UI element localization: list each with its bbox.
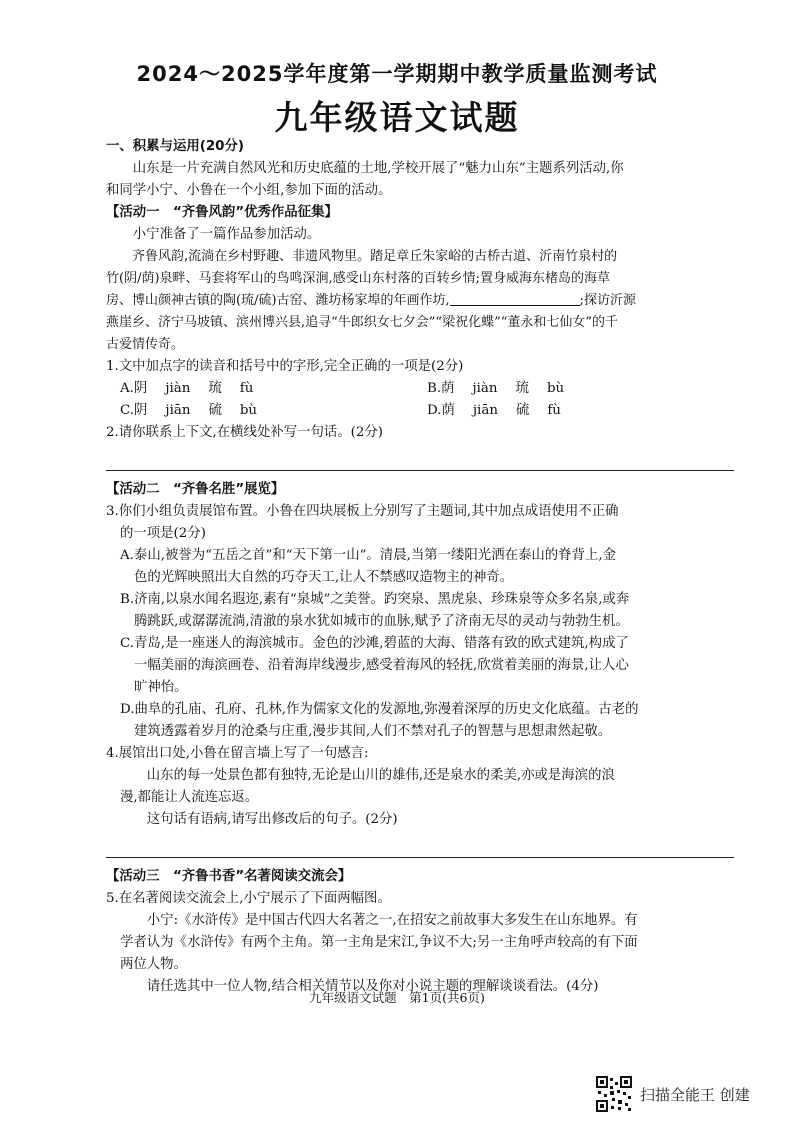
exam-title: 2024～2025学年度第一学期期中教学质量监测考试	[136, 62, 658, 86]
q3-option-c-line3: 旷神怡。	[134, 680, 188, 695]
q5-paragraph-line3: 两位人物。	[120, 957, 187, 972]
exam-content	[106, 136, 734, 998]
subject-title: 九年级语文试题	[274, 98, 520, 137]
q1-option-a[interactable]	[120, 378, 427, 400]
q4-quote-line1: 山东的每一处景色都有独特,无论是山川的雄伟,还是泉水的柔美,亦或是海滨的浪	[146, 768, 615, 783]
activity1-essay-line4: 燕崖乡、济宁马坡镇、滨州博兴县,追寻“牛郎织女七夕会”“梁祝化蝶”“董永和七仙女”的千	[106, 315, 619, 330]
q3-option-c-line2: 一幅美丽的海滨画卷、沿着海岸线漫步,感受着海风的轻抚,欣赏着美丽的海景,让人心	[134, 658, 629, 673]
activity3-title: 【活动三 “齐鲁书香”名著阅读交流会】	[106, 869, 352, 884]
q5-paragraph-line2: 学者认为《水浒传》有两个主角。第一主角是宋江,争议不大;另一主角呼声较高的有下面	[120, 935, 638, 950]
q3-option-c-line1: C.青岛,是一座迷人的海滨城市。金色的沙滩,碧蓝的大海、错落有致的欧式建筑,构成了	[120, 636, 629, 651]
activity1-title: 【活动一 “齐鲁风韵”优秀作品征集】	[106, 205, 338, 220]
scanner-watermark	[596, 1076, 750, 1112]
q1-option-c[interactable]	[120, 400, 427, 422]
activity1-essay-line3b: ;探访沂源	[579, 293, 637, 308]
activity1-lead: 小宁准备了一篇作品参加活动。	[132, 227, 321, 242]
q4-instruction: 这句话有语病,请写出修改后的句子。(2分)	[146, 812, 398, 827]
option-letter: A.阴	[120, 381, 148, 396]
option-letter: D.荫	[427, 403, 455, 418]
option-pinyin2: fù	[547, 403, 561, 418]
option-char: 硫	[208, 403, 222, 418]
q3-option-d-line2: 建筑透露着岁月的沧桑与庄重,漫步其间,人们不禁对孔子的智慧与思想肃然起敬。	[134, 724, 612, 739]
q3-option-b-line2: 腾跳跃,或潺潺流淌,清澈的泉水犹如城市的血脉,赋予了济南无尽的灵动与勃勃生机。	[134, 614, 629, 629]
option-pinyin: jiān	[472, 403, 498, 418]
option-char: 琉	[515, 381, 529, 396]
q4-quote-line2: 漫,都能让人流连忘返。	[120, 790, 259, 805]
question-3-line1: 3.你们小组负责展馆布置。小鲁在四块展板上分别写了主题词,其中加点成语使用不正确	[106, 504, 619, 519]
q4-answer-line[interactable]	[106, 839, 734, 858]
option-letter: B.荫	[427, 381, 455, 396]
option-char: 琉	[208, 381, 222, 396]
option-pinyin2: bù	[546, 381, 565, 396]
part1-intro-line2: 和同学小宁、小鲁在一个小组,参加下面的活动。	[106, 183, 392, 198]
q5-paragraph-line1: 小宁:《水浒传》是中国古代四大名著之一,在招安之前故事大多发生在山东地界。有	[146, 913, 638, 928]
activity1-essay-line1: 齐鲁风韵,流淌在乡村野趣、非遗风物里。踏足章丘朱家峪的古桥古道、沂南竹泉村的	[132, 249, 618, 264]
question-4: 4.展馆出口处,小鲁在留言墙上写了一句感言:	[106, 746, 369, 761]
option-letter: C.阴	[120, 403, 148, 418]
activity1-essay-line5: 古爱情传奇。	[106, 337, 185, 352]
fill-in-blank[interactable]	[450, 291, 580, 306]
q3-option-a-line1: A.泰山,被誉为“五岳之首”和“天下第一山”。清晨,当第一缕阳光洒在泰山的脊背上,金	[120, 548, 616, 563]
part1-intro-line1: 山东是一片充满自然风光和历史底蕴的土地,学校开展了“魅力山东”主题系列活动,你	[132, 161, 624, 176]
activity2-title: 【活动二 “齐鲁名胜”展览】	[106, 482, 285, 497]
option-pinyin: jiàn	[472, 381, 498, 396]
qr-code-icon	[596, 1076, 632, 1112]
q5-instruction: 请任选其中一位人物,结合相关情节以及你对小说主题的理解谈谈看法。(4分)	[146, 979, 599, 994]
option-pinyin2: fù	[239, 381, 254, 396]
question-1: 1.文中加点字的读音和括号中的字形,完全正确的一项是(2分)	[106, 359, 464, 374]
option-char: 硫	[515, 403, 530, 418]
q1-option-d[interactable]	[427, 400, 734, 422]
question-1-options	[106, 378, 734, 422]
q3-option-d-line1: D.曲阜的孔庙、孔府、孔林,作为儒家文化的发源地,弥漫着深厚的历史文化底蕴。古老的	[120, 702, 639, 717]
option-pinyin: jiān	[165, 403, 191, 418]
part1-heading: 一、积累与运用(20分)	[106, 139, 244, 154]
q3-option-a-line2: 色的光辉映照出大自然的巧夺天工,让人不禁感叹造物主的神奇。	[134, 570, 514, 585]
q1-option-b[interactable]	[427, 378, 734, 400]
option-pinyin: jiàn	[165, 381, 191, 396]
question-2: 2.请你联系上下文,在横线处补写一句话。(2分)	[106, 425, 384, 440]
q3-option-b-line1: B.济南,以泉水闻名遐迩,素有“泉城”之美誉。趵突泉、黑虎泉、珍珠泉等众多名泉,或奔	[120, 592, 630, 607]
activity1-essay-line3a: 房、博山颜神古镇的陶(琉/硫)古窑、潍坊杨家埠的年画作坊,	[106, 293, 450, 308]
option-pinyin2: bù	[239, 403, 258, 418]
activity1-essay-line3	[106, 290, 734, 312]
scanner-label: 扫描全能王 创建	[640, 1085, 750, 1104]
question-3-line2: 的一项是(2分)	[120, 526, 206, 541]
activity1-essay-line2: 竹(阴/荫)泉畔、马套将军山的鸟鸣深涧,感受山东村落的百转乡情;置身威海东楮岛的海草	[106, 271, 611, 286]
question-5: 5.在名著阅读交流会上,小宁展示了下面两幅图。	[106, 891, 391, 906]
page-footer: 九年级语文试题 第1页(共6页)	[309, 990, 485, 1005]
q2-answer-line[interactable]	[106, 452, 734, 471]
